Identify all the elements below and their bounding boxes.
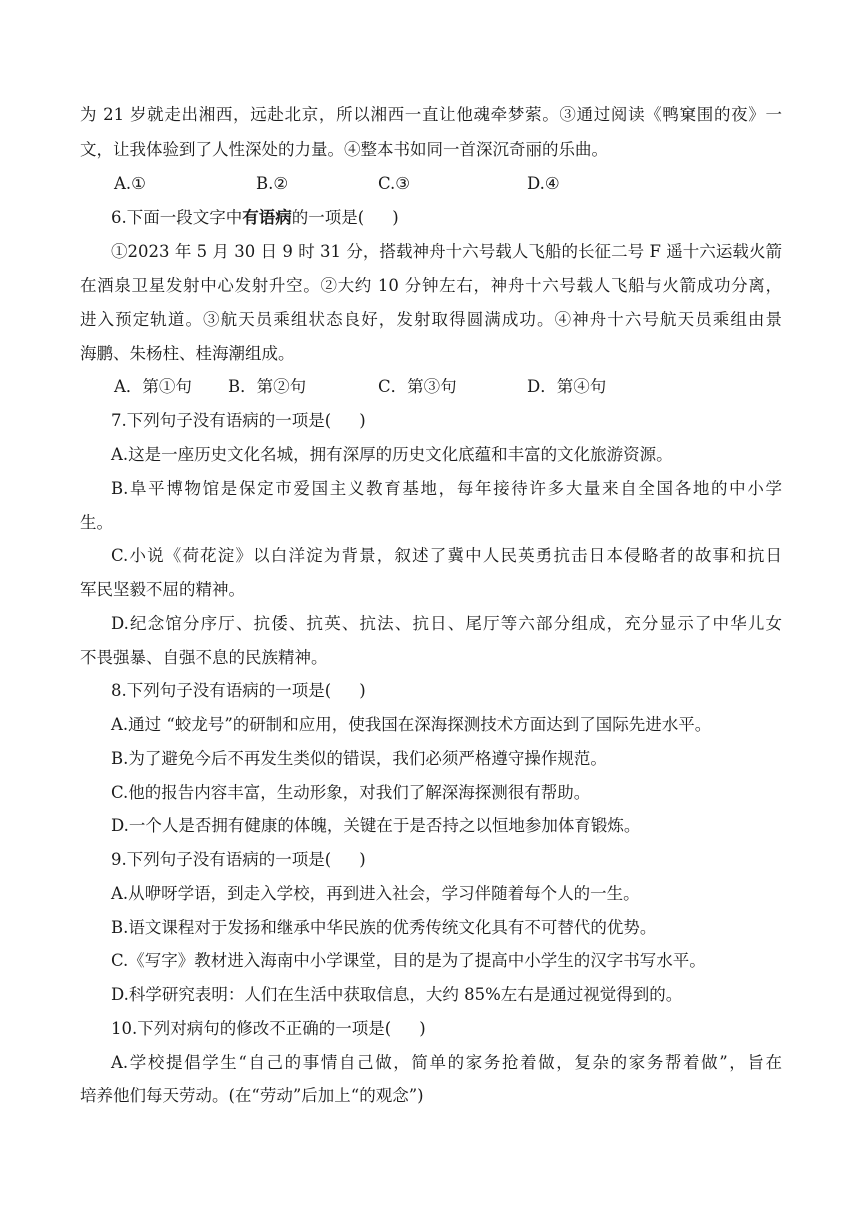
q9-stem-text: 9.下列句子没有语病的一项是( xyxy=(111,850,332,869)
q5-option-c[interactable]: C.③ xyxy=(378,174,411,193)
q7-option-d-line-2[interactable]: 不畏强暴、自强不息的民族精神。 xyxy=(80,648,328,667)
q6-stem-pre: 6.下面一段文字中 xyxy=(111,208,243,227)
q8-option-a[interactable]: A.通过 “蛟龙号”的研制和应用，使我国在深海探测技术方面达到了国际先进水平。 xyxy=(111,715,712,734)
q7-stem-close: ) xyxy=(359,411,366,430)
q10-stem xyxy=(111,1018,426,1040)
q10-option-a-line-1[interactable]: A.学校提倡学生“自己的事情自己做，简单的家务抢着做，复杂的家务帮着做”，旨在 xyxy=(111,1053,782,1072)
q9-option-d[interactable]: D.科学研究表明：人们在生活中获取信息，大约 85%左右是通过视觉得到的。 xyxy=(111,985,683,1004)
q6-option-b[interactable]: B．第②句 xyxy=(228,377,307,396)
q6-para-line-4: 海鹏、朱杨柱、桂海潮组成。 xyxy=(80,344,295,363)
q6-option-a[interactable]: A．第①句 xyxy=(114,377,192,396)
q10-option-a-line-2[interactable]: 培养他们每天劳动。(在“劳动”后加上“的观念”) xyxy=(80,1086,424,1105)
q5-text-line-2: 文，让我体验到了人性深处的力量。④整本书如同一首深沉奇丽的乐曲。 xyxy=(80,140,608,159)
q7-option-b-line-2[interactable]: 生。 xyxy=(80,513,113,532)
q7-option-c-line-2[interactable]: 军民坚毅不屈的精神。 xyxy=(80,580,245,599)
q7-option-a[interactable]: A.这是一座历史文化名城，拥有深厚的历史文化底蕴和丰富的文化旅游资源。 xyxy=(111,445,673,464)
q6-stem-post: 的一项是( xyxy=(291,208,365,227)
q9-stem xyxy=(111,849,366,871)
q8-option-d[interactable]: D.一个人是否拥有健康的体魄，关键在于是否持之以恒地参加体育锻炼。 xyxy=(111,816,641,835)
q6-para-line-2: 在酒泉卫星发射中心发射升空。②大约 10 分钟左右，神舟十六号载人飞船与火箭成功分离， xyxy=(80,276,782,295)
q8-stem xyxy=(111,680,366,702)
q9-option-b[interactable]: B.语文课程对于发扬和继承中华民族的优秀传统文化具有不可替代的优势。 xyxy=(111,918,657,937)
q10-stem-close: ) xyxy=(419,1019,426,1038)
q7-option-c-line-1[interactable]: C.小说《荷花淀》以白洋淀为背景，叙述了冀中人民英勇抗击日本侵略者的故事和抗日 xyxy=(111,546,782,565)
q6-option-c[interactable]: C．第③句 xyxy=(378,377,457,396)
q6-para-line-1: ①2023 年 5 月 30 日 9 时 31 分，搭载神舟十六号载人飞船的长征二号 F 遥十六运载火箭 xyxy=(111,242,782,261)
q8-option-b[interactable]: B.为了避免今后不再发生类似的错误，我们必须严格遵守操作规范。 xyxy=(111,749,607,768)
q10-stem-text: 10.下列对病句的修改不正确的一项是( xyxy=(111,1019,392,1038)
q9-stem-close: ) xyxy=(359,850,366,869)
q6-stem-close: ) xyxy=(392,208,399,227)
q5-option-a[interactable]: A.① xyxy=(114,174,146,193)
q5-option-d[interactable]: D.④ xyxy=(527,174,560,193)
q8-stem-close: ) xyxy=(359,681,366,700)
q7-stem-text: 7.下列句子没有语病的一项是( xyxy=(111,411,332,430)
q6-option-d[interactable]: D．第④句 xyxy=(527,377,607,396)
q7-option-b-line-1[interactable]: B.阜平博物馆是保定市爱国主义教育基地，每年接待许多大量来自全国各地的中小学 xyxy=(111,479,782,498)
q6-para-line-3: 进入预定轨道。③航天员乘组状态良好，发射取得圆满成功。④神舟十六号航天员乘组由景 xyxy=(80,310,782,329)
q6-stem-bold: 有语病 xyxy=(242,208,292,227)
q8-stem-text: 8.下列句子没有语病的一项是( xyxy=(111,681,332,700)
q9-option-a[interactable]: A.从咿呀学语，到走入学校，再到进入社会，学习伴随着每个人的一生。 xyxy=(111,884,640,903)
q7-option-d-line-1[interactable]: D.纪念馆分序厅、抗倭、抗英、抗法、抗日、尾厅等六部分组成，充分显示了中华儿女 xyxy=(111,614,782,633)
q9-option-c[interactable]: C.《写字》教材进入海南中小学课堂，目的是为了提高中小学生的汉字书写水平。 xyxy=(111,951,706,970)
q8-option-c[interactable]: C.他的报告内容丰富，生动形象，对我们了解深海探测很有帮助。 xyxy=(111,783,591,802)
q5-option-b[interactable]: B.② xyxy=(256,174,289,193)
q6-stem xyxy=(111,207,399,229)
q7-stem xyxy=(111,410,366,432)
q5-text-line-1: 为 21 岁就走出湘西，远赴北京，所以湘西一直让他魂牵梦萦。③通过阅读《鸭窠围的夜》一 xyxy=(80,105,782,124)
